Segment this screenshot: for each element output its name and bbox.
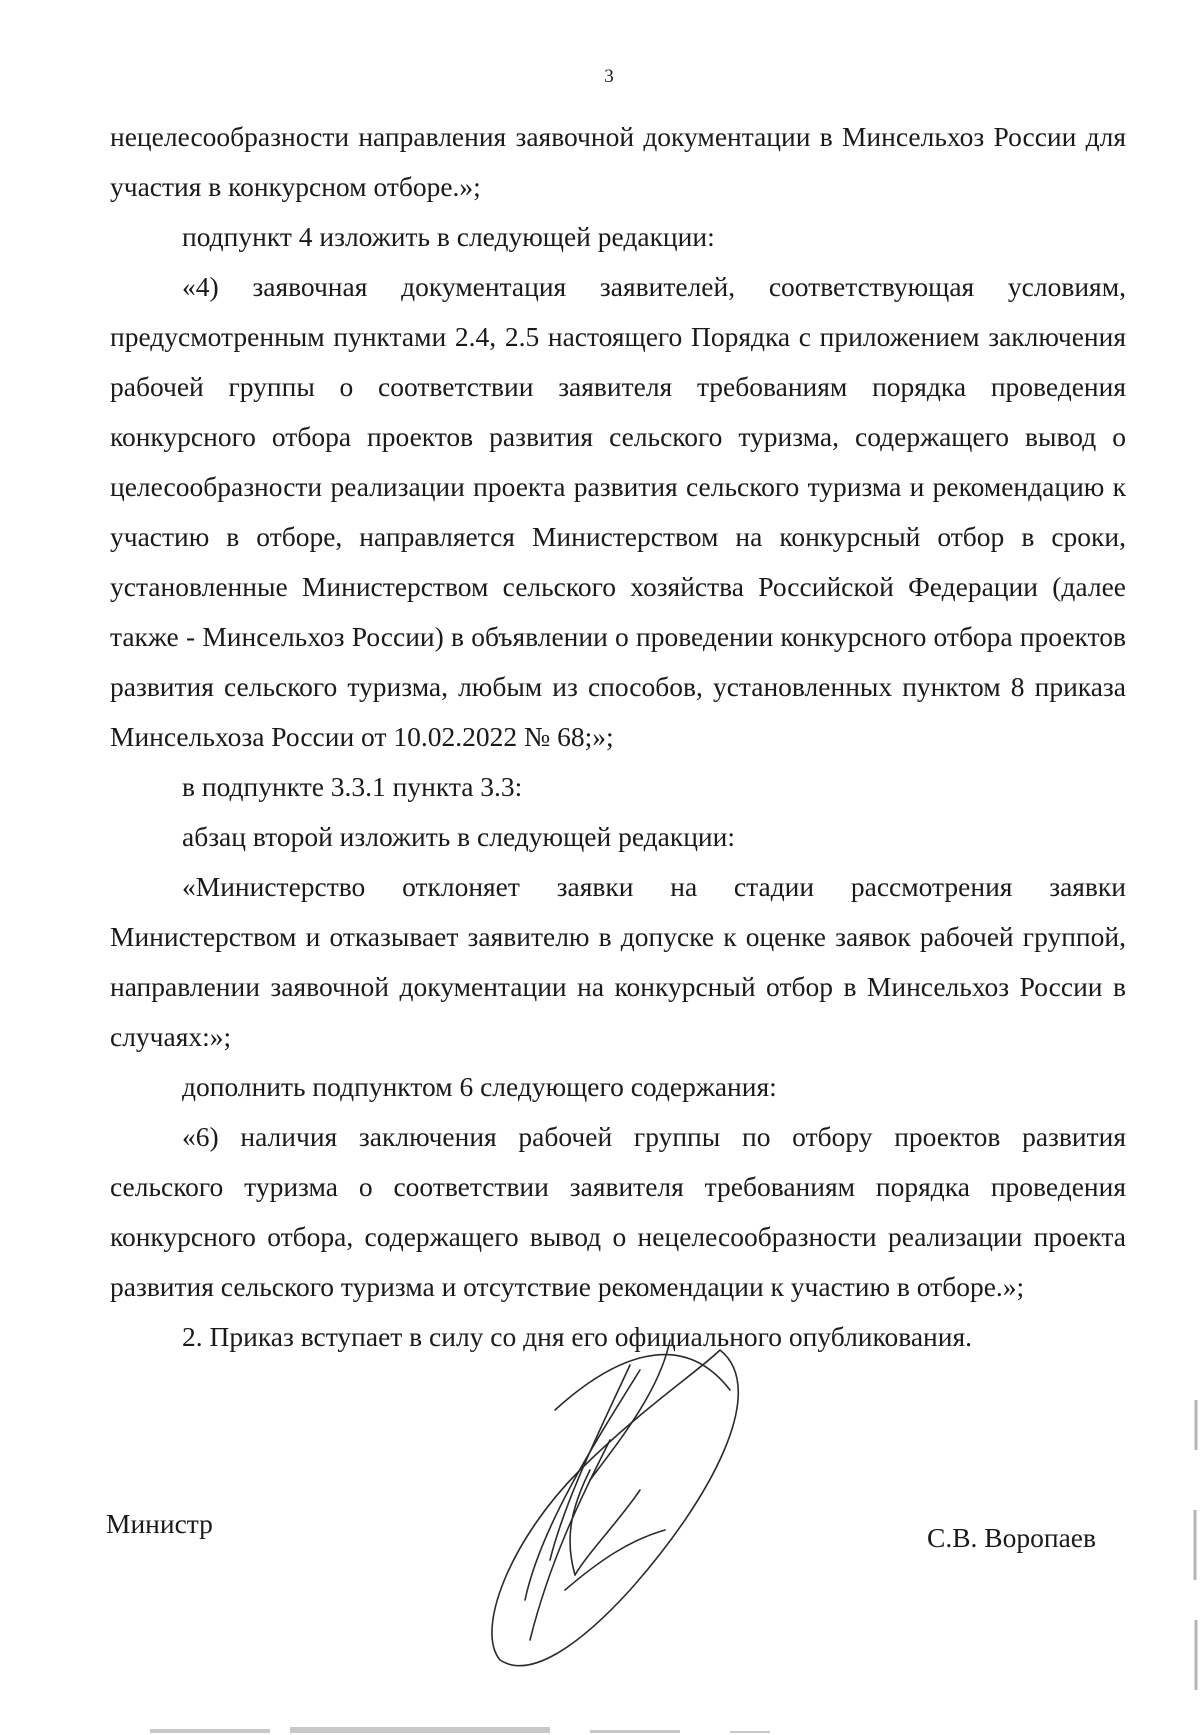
scan-bottom-artifact [90,1721,1200,1735]
paragraph: «Министерство отклоняет заявки на стадии рассмотрения заявки Министерством и отказывает заявителю в допуске к оценке заявок рабочей группой, направлении заявочной документации на конкурсный отбор в Минсельхоз России в случаях:»; [110,871,1126,1052]
paragraph: абзац второй изложить в следующей редакции: [182,821,736,852]
page-number: 3 [604,66,614,87]
paragraph: в подпункте 3.3.1 пункта 3.3: [182,771,523,802]
paragraph: «4) заявочная документация заявителей, соответствующая условиям, предусмотренным пунктами 2.4, 2.5 настоящего Порядка с приложением заключения рабочей группы о соответствии заявителя требованиям порядка проведения конкурсного отбора проектов развития сельского туризма, содержащего вывод о целесообразности реализации проекта развития сельского туризма и рекомендацию к участию в отборе, направляется Министерством на конкурсный отбор в сроки, установленные Министерством сельского хозяйства Российской Федерации (далее также - Минсельхоз России) в объявлении о проведении конкурсного отбора проектов развития сельского туризма, любым из способов, установленных пунктом 8 приказа Минсельхоза России от 10.02.2022 № 68;»; [110,271,1126,752]
paragraph: подпункт 4 изложить в следующей редакции: [182,221,715,252]
document-body [110,112,1126,1362]
paragraph: нецелесообразности направления заявочной документации в Минсельхоз России для участия в конкурсном отборе.»; [110,121,1126,202]
paragraph: «6) наличия заключения рабочей группы по отбору проектов развития сельского туризма о соответствии заявителя требованиям порядка проведения конкурсного отбора, содержащего вывод о нецелесообразности реализации проекта развития сельского туризма и отсутствие рекомендации к участию в отборе.»; [110,1121,1126,1302]
paragraph: 2. Приказ вступает в силу со дня его официального опубликования. [182,1321,973,1352]
paragraph: дополнить подпунктом 6 следующего содержания: [182,1071,777,1102]
signer-position: Министр [106,1508,213,1539]
signer-name: С.В. Воропаев [926,1522,1096,1553]
handwritten-signature [470,1330,830,1690]
scan-edge-artifact [1186,1390,1200,1730]
